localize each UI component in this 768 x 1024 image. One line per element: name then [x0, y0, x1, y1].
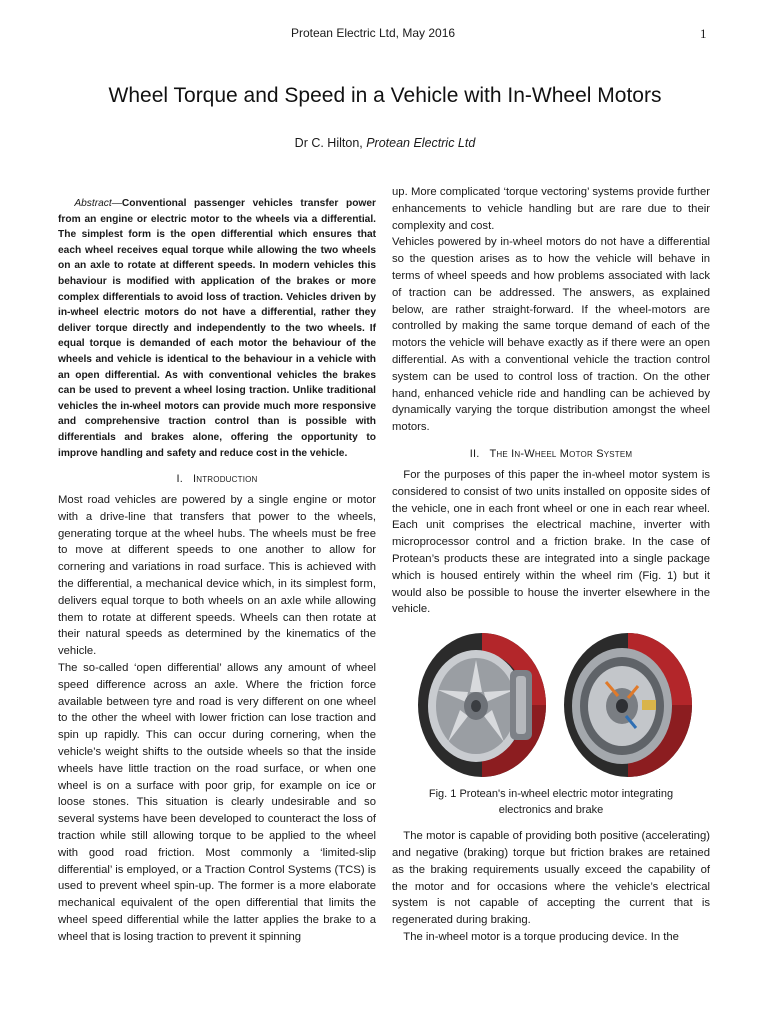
abstract — [58, 184, 376, 461]
intro-paragraph-4: Vehicles powered by in-wheel motors do not have a differential so the question arises as to how the vehicle will behave in terms of wheel speeds and how problems associated with lack of traction can be addressed. The answers, as explained below, are rather straight-forward. If the wheel-motors are controlled by making the same torque demand of each of the motors the vehicle will behave exactly as if there were an open differential. As with a conventional vehicle the traction control system can be used to control loss of traction. On the other hand, enhanced vehicle ride and handling can be achieved by dynamically varying the torque distribution amongst the wheel motors. — [392, 236, 710, 434]
section-title: The In-Wheel Motor System — [489, 447, 633, 460]
running-title: Protean Electric Ltd, May 2016 — [290, 26, 456, 40]
wheel-rim-cutaway-image — [418, 633, 546, 777]
figure-1 — [392, 630, 710, 780]
intro-paragraph-1: Most road vehicles are powered by a single engine or motor with a drive-line that transfers that power to the wheels, generating torque at the wheel hubs. The wheels must be free to move at different speeds to one another to allow for cornering and variations in road surface. This is achieved with the differential, a mechanical device which, in its simplest form, delivers equal torque to both wheels on an axle while allowing them to rotate at different speeds. Wheels can then rotate at their natural speeds as determined by the kinematics of the vehicle. — [58, 494, 376, 658]
section-number: II. — [469, 447, 480, 460]
system-paragraph-3: The in-wheel motor is a torque producing device. In the — [403, 930, 679, 943]
paper-title: Wheel Torque and Speed in a Vehicle with In-Wheel Motors — [108, 84, 662, 107]
system-paragraph-2: The motor is capable of providing both positive (accelerating) and negative (braking) torque but friction brakes are retained as the braking requirements usually exceed the capability of the motor and for occasions where the vehicle’s electrical system is not capable of accepting the current that is regenerated during braking. — [392, 830, 710, 927]
intro-paragraph-3: up. More complicated ‘torque vectoring’ systems provide further enhancements to vehicle handling but are rare due to their complexity and cost. — [392, 186, 710, 232]
page-number: 1 — [700, 26, 707, 41]
left-column — [58, 184, 376, 946]
motor-internals-image — [564, 633, 692, 777]
right-column — [392, 184, 710, 946]
section-title: Introduction — [192, 473, 258, 486]
section-number: I. — [176, 473, 183, 486]
section-heading-introduction — [58, 473, 376, 485]
author-line — [40, 136, 730, 150]
intro-paragraph-2: The so-called ‘open differential’ allows any amount of wheel speed difference across an axle. Where the friction force available between tyre and road is very different on one wheel to the other the wheel with lower friction can lose traction and spin up rapidly. This can occur during cornering, when the vehicle’s weight shifts to the outside wheels so that the inside wheels have little traction on the road surface, or when one wheel is on a surface with poor grip, for example on ice or loose stones. This situation is clearly undesirable and so several systems have been developed to counteract the loss of traction while still allowing torque to be applied to the wheel with good road friction. Most commonly a ‘limited-slip differential’ is employed, or a Traction Control Systems (TCS) is used to prevent wheel spin-up. The former is a more elaborate mechanical equivalent of the open differential that limits the wheel speed differential while the latter applies the brake to a wheel that is losing traction to prevent it spinning — [58, 662, 376, 943]
abstract-text: Conventional passenger vehicles transfer power from an engine or electric motor to the wheels via a differential. The simplest form is the open differential which ensures that each wheel receives equal torque while allowing the two wheels on an axle to rotate at different speeds. In modern vehicles this behaviour is modified with application of the brakes or more complex differentials to avoid loss of traction. Vehicles driven by in-wheel electric motors do not have a differential, rather they deliver torque directly and independently to the two wheels. If equal torque is demanded of each motor the behaviour of the wheels and vehicle is identical to the behaviour in a vehicle with an open differential. As with conventional vehicles the brakes can be used to prevent a wheel losing traction. Unlike traditional vehicles the in-wheel motors can provide much more responsive and comprehensive traction control than is possible with differentials and brakes alone, offering the opportunity to improve handling and safety and reduce cost in the vehicle. — [58, 198, 376, 459]
abstract-keyword: Abstract — [74, 198, 112, 209]
author-affiliation: Protean Electric Ltd — [366, 136, 476, 150]
in-wheel-motor-illustration — [392, 630, 710, 780]
author-name: Dr C. Hilton, — [294, 136, 367, 150]
abstract-dash: — — [111, 198, 122, 209]
section-heading-in-wheel-motor-system — [392, 448, 710, 460]
system-paragraph-1: For the purposes of this paper the in-wheel motor system is considered to consist of two units installed on opposite sides of the vehicle, one in each front wheel or one in each rear wheel. Each unit comprises the electrical machine, inverter with microprocessor control and a friction brake. In the case of Protean’s products these are integrated into a single package which is housed entirely within the wheel rim (Fig. 1) but it would also be possible to house the inverter elsewhere in the vehicle. — [392, 468, 710, 616]
figure-1-caption: Fig. 1 Protean's in-wheel electric motor integrating electronics and brake — [428, 788, 674, 817]
running-header — [0, 26, 768, 44]
